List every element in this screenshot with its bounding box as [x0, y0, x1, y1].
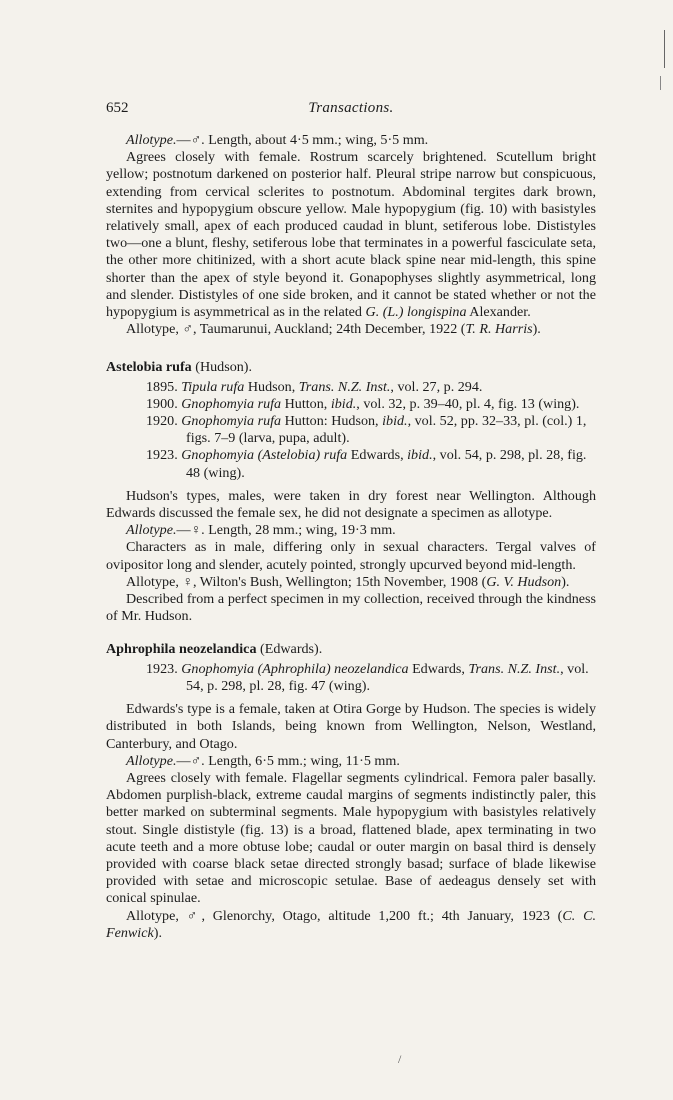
allotype-line: Allotype.—♂. Length, 6·5 mm.; wing, 11·5 mm. [126, 752, 400, 769]
margin-mark [660, 76, 661, 90]
allotype-line: Allotype.—♀. Length, 28 mm.; wing, 19·3 mm. [126, 522, 396, 539]
collector-name: T. R. Harris [465, 321, 533, 338]
citation: 1920. Gnophomyia rufa Hutton: Hudson, ibid., vol. 52, pp. 32–33, pl. (col.) 1, figs. 7–9 (larva, pupa, adult). [146, 413, 587, 447]
citation: 1900. Gnophomyia rufa Hutton, ibid., vol. 32, p. 39–40, pl. 4, fig. 13 (wing). [146, 395, 580, 412]
description-paragraph: Characters as in male, differing only in sexual characters. Tergal valves of ovipositor long and slender, acutely pointed, strongly upcurved beyond mid-length. [106, 539, 596, 573]
description-paragraph: Hudson's types, males, were taken in dry forest near Wellington. Although Edwards discussed the female sex, he did not designate a specimen as allotype. [106, 487, 596, 522]
species-heading: Aphrophila neozelandica (Edwards). [106, 641, 323, 658]
collector-name: G. V. Hudson [486, 573, 562, 590]
description-paragraph: Agrees closely with female. Flagellar segments cylindrical. Femora paler basally. Abdomen purplish-black, extreme caudal margins of segments indistinctly paler, this better marked on subterminal segments. Male hypopygium with basistyles relatively stout. Single dististyle (fig. 13) is a broad, flattened blade, apex terminating in two acute teeth and a more obtuse lobe; caudal or outer margin on basal third is densely provided with coarse black setae directed strongly basad; surface of blade likewise provided with setae and microscopic setulae. Base of aedeagus densely set with conical spinulae. [106, 769, 596, 907]
page-header [106, 100, 596, 122]
running-title: Transactions. [308, 100, 394, 116]
allotype-record: Allotype, ♀, Wilton's Bush, Wellington; 15th November, 1908 (G. V. Hudson). [126, 573, 570, 590]
page-number: 652 [106, 100, 129, 116]
scan-mark: / [398, 1052, 402, 1066]
citation: 1923. Gnophomyia (Aphrophila) neozelandica Edwards, Trans. N.Z. Inst., vol. 54, p. 298, pl. 28, fig. 47 (wing). [146, 660, 589, 694]
allotype-line: Allotype.—♂. Length, about 4·5 mm.; wing, 5·5 mm. [126, 132, 429, 148]
allotype-record: Allotype, ♂, Glenorchy, Otago, altitude 1,200 ft.; 4th January, 1923 (C. C. Fenwick). [106, 907, 596, 941]
citation: 1923. Gnophomyia (Astelobia) rufa Edwards, ibid., vol. 54, p. 298, pl. 28, fig. 48 (wing). [146, 447, 587, 481]
species-name: G. (L.) longispina [365, 304, 467, 321]
citation: 1895. Tipula rufa Hudson, Trans. N.Z. Inst., vol. 27, p. 294. [146, 378, 483, 395]
species-heading: Astelobia rufa (Hudson). [106, 359, 253, 376]
allotype-label: Allotype. [126, 752, 177, 769]
description-paragraph: Described from a perfect specimen in my collection, received through the kindness of Mr. Hudson. [106, 591, 596, 625]
allotype-record: Allotype, ♂, Taumarunui, Auckland; 24th December, 1922 (T. R. Harris). [126, 321, 541, 338]
allotype-label: Allotype. [126, 522, 177, 539]
collector-name: C. C. Fenwick [106, 907, 596, 941]
allotype-label: Allotype. [126, 132, 177, 148]
description-paragraph: Edwards's type is a female, taken at Otira Gorge by Hudson. The species is widely distributed in both Islands, being known from Wellington, Nelson, Westland, Canterbury, and Otago. [106, 701, 596, 752]
page-body [106, 132, 596, 942]
description-paragraph: Agrees closely with female. Rostrum scarcely brightened. Scutellum bright yellow; postnotum darkened on posterior half. Pleural stripe narrow but conspicuous, extending from cervical sclerites to postnotum. Abdominal tergites dark brown, sternites and hypopygium obscure yellow. Male hypopygium (fig. 10) with basistyles relatively small, apex of each produced caudad in blunt, setiferous lobe. Dististyles two—one a blunt, fleshy, setiferous lobe that terminates in a powerful fasciculate seta, the other more chitinized, with a short acute black spine near mid-length, this spine shorter than the apex of style beyond it. Gonapophyses slightly asymmetrical, long and slender. Dististyles of one side broken, and it cannot be stated whether or not the hypopygium is asymmetrical as in the related G. (L.) longispina Alexander. [106, 149, 596, 321]
margin-mark [664, 30, 665, 68]
